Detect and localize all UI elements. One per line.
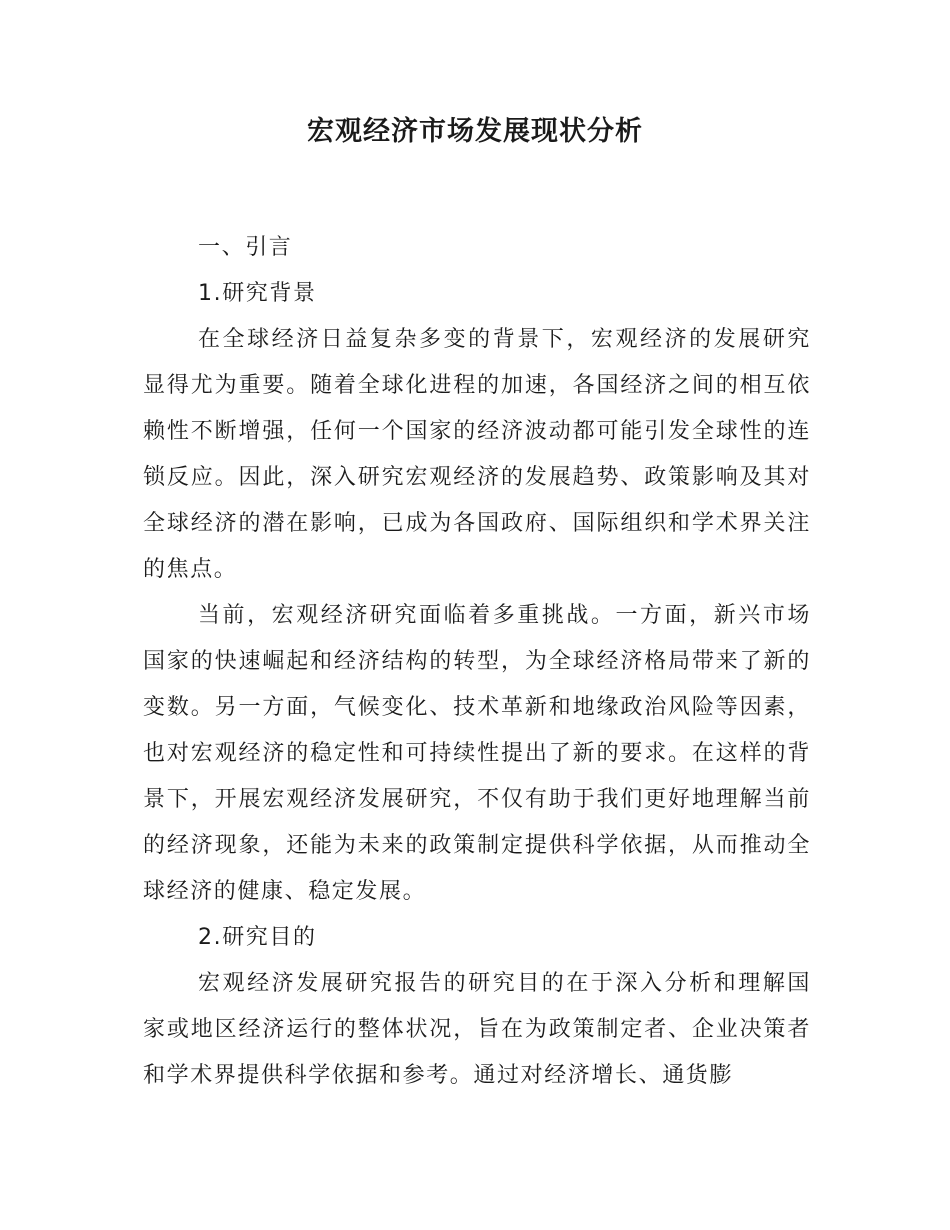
section-heading-introduction: 一、引言 — [198, 235, 293, 260]
document-title: 宏观经济市场发展现状分析 — [307, 116, 643, 147]
paragraph-background-2: 当前，宏观经济研究面临着多重挑战。一方面，新兴市场国家的快速崛起和经济结构的转型，为全球经济格局带来了新的变数。另一方面，气候变化、技术革新和地缘政治风险等因素，也对宏观经济的稳定性和可持续性提出了新的要求。在这样的背景下，开展宏观经济发展研究，不仅有助于我们更好地理解当前的经济现象，还能为未来的政策制定提供科学依据，从而推动全球经济的健康、稳定发展。 — [143, 603, 811, 904]
subsection-heading-purpose: 2.研究目的 — [198, 925, 317, 950]
subsection-heading-background: 1.研究背景 — [198, 281, 317, 306]
paragraph-purpose: 宏观经济发展研究报告的研究目的在于深入分析和理解国家或地区经济运行的整体状况，旨在为政策制定者、企业决策者和学术界提供科学依据和参考。通过对经济增长、通货膨 — [143, 971, 811, 1088]
paragraph-background-1: 在全球经济日益复杂多变的背景下，宏观经济的发展研究显得尤为重要。随着全球化进程的加速，各国经济之间的相互依赖性不断增强，任何一个国家的经济波动都可能引发全球性的连锁反应。因此，深入研究宏观经济的发展趋势、政策影响及其对全球经济的潜在影响，已成为各国政府、国际组织和学术界关注的焦点。 — [143, 327, 811, 582]
document-body — [143, 225, 811, 1099]
